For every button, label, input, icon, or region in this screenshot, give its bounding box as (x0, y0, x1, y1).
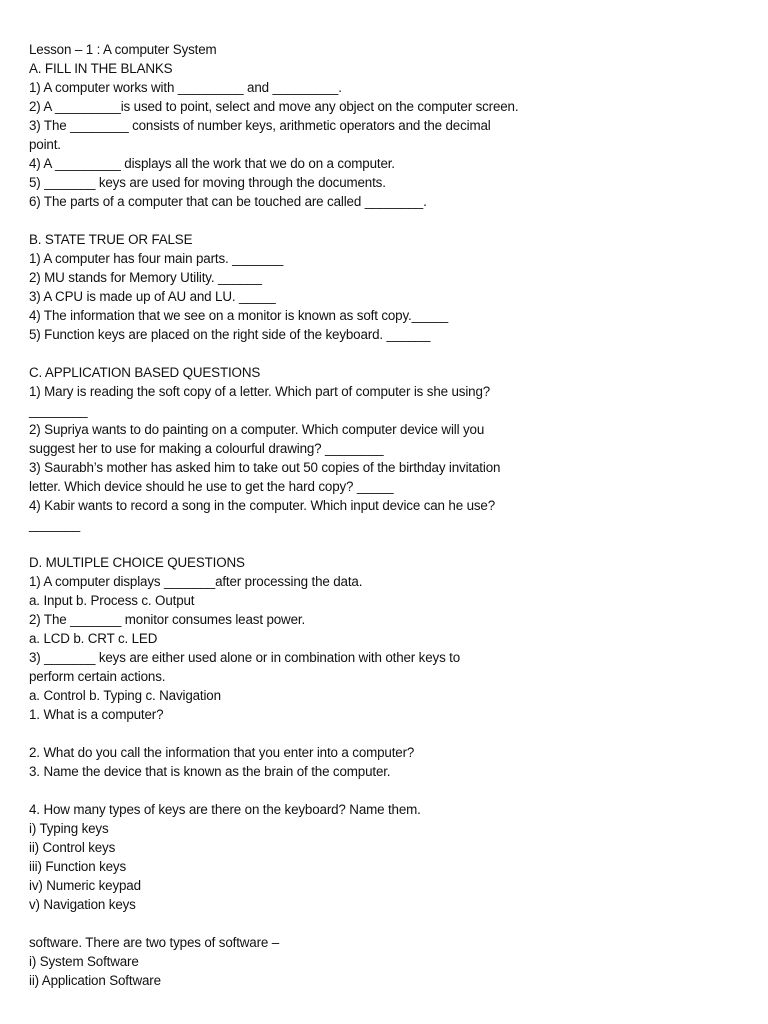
document-page (29, 40, 749, 990)
blank-line (29, 914, 749, 933)
options-line: a. Input b. Process c. Output (29, 593, 195, 608)
question-line: letter. Which device should he use to get the hard copy? _____ (29, 479, 394, 494)
question-line: 4) A _________ displays all the work that we do on a computer. (29, 156, 395, 171)
answer-blank-line: ________ (29, 403, 88, 418)
section-heading-application: C. APPLICATION BASED QUESTIONS (29, 365, 261, 380)
question-line: 2. What do you call the information that you enter into a computer? (29, 745, 415, 760)
blank-line (29, 344, 749, 363)
list-item: iv) Numeric keypad (29, 878, 141, 893)
blank-line (29, 724, 749, 743)
question-line: 1. What is a computer? (29, 707, 164, 722)
section-heading-multiple-choice: D. MULTIPLE CHOICE QUESTIONS (29, 555, 245, 570)
question-line: 2) MU stands for Memory Utility. ______ (29, 270, 262, 285)
lesson-title: Lesson – 1 : A computer System (29, 42, 217, 57)
list-item: ii) Application Software (29, 973, 161, 988)
question-line: 2) The _______ monitor consumes least power. (29, 612, 306, 627)
question-line: 2) Supriya wants to do painting on a computer. Which computer device will you (29, 422, 485, 437)
question-line: 1) A computer displays _______after processing the data. (29, 574, 363, 589)
question-line: 5) Function keys are placed on the right side of the keyboard. ______ (29, 327, 431, 342)
question-line: 6) The parts of a computer that can be touched are called ________. (29, 194, 427, 209)
list-item: iii) Function keys (29, 859, 127, 874)
list-item: ii) Control keys (29, 840, 116, 855)
list-item: v) Navigation keys (29, 897, 136, 912)
question-line: 3) _______ keys are either used alone or in combination with other keys to (29, 650, 461, 665)
answer-blank-line: _______ (29, 517, 81, 532)
question-line: 4) The information that we see on a monitor is known as soft copy._____ (29, 308, 449, 323)
question-line: 1) Mary is reading the soft copy of a letter. Which part of computer is she using? (29, 384, 491, 399)
question-line: 1) A computer has four main parts. _______ (29, 251, 284, 266)
question-line: 1) A computer works with _________ and _________. (29, 80, 342, 95)
section-heading-fill-in-blanks: A. FILL IN THE BLANKS (29, 61, 173, 76)
options-line: a. LCD b. CRT c. LED (29, 631, 158, 646)
list-item: i) System Software (29, 954, 139, 969)
question-line: 3) The ________ consists of number keys, arithmetic operators and the decimal (29, 118, 491, 133)
question-line: 5) _______ keys are used for moving through the documents. (29, 175, 386, 190)
blank-line (29, 781, 749, 800)
body-text-line: software. There are two types of software – (29, 935, 280, 950)
question-line: 3) A CPU is made up of AU and LU. _____ (29, 289, 276, 304)
question-line: point. (29, 137, 61, 152)
blank-line (29, 211, 749, 230)
list-item: i) Typing keys (29, 821, 109, 836)
question-line: 2) A _________is used to point, select and move any object on the computer screen. (29, 99, 519, 114)
question-line: 4) Kabir wants to record a song in the computer. Which input device can he use? (29, 498, 496, 513)
question-line: 4. How many types of keys are there on the keyboard? Name them. (29, 802, 421, 817)
blank-line (29, 534, 749, 553)
question-line: 3) Saurabh’s mother has asked him to take out 50 copies of the birthday invitation (29, 460, 501, 475)
question-line: suggest her to use for making a colourful drawing? ________ (29, 441, 384, 456)
options-line: a. Control b. Typing c. Navigation (29, 688, 221, 703)
section-heading-true-false: B. STATE TRUE OR FALSE (29, 232, 193, 247)
question-line: 3. Name the device that is known as the brain of the computer. (29, 764, 391, 779)
question-line: perform certain actions. (29, 669, 166, 684)
